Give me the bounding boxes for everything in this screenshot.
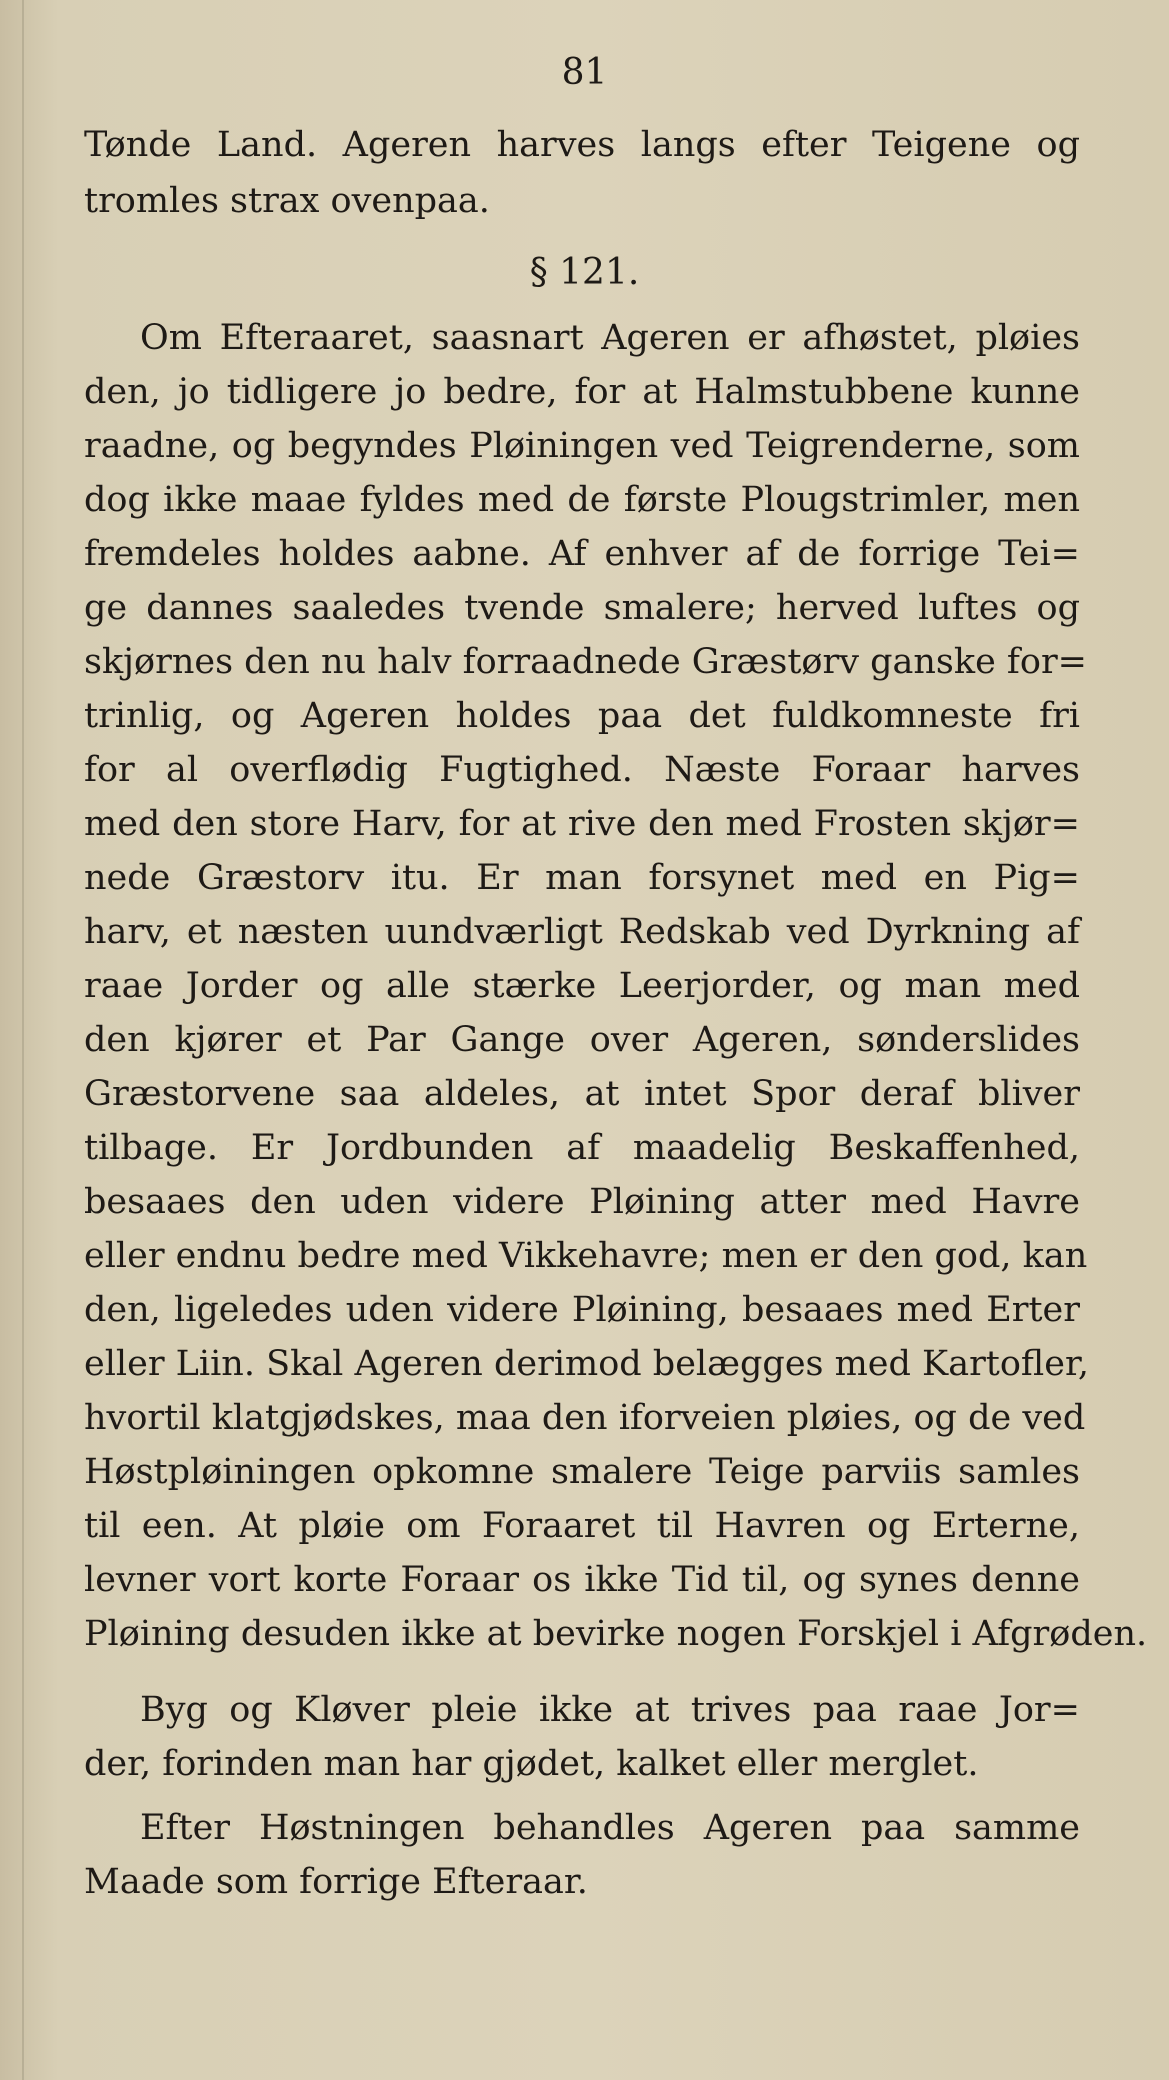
text-line: skjørnes den nu halv forraadnede Græstørv ganske for=	[84, 642, 1088, 682]
text-line: Efter Høstningen behandles Ageren paa samme	[140, 1808, 1080, 1848]
text-line: ge dannes saaledes tvende smalere; herved luftes og	[84, 588, 1080, 628]
text-line: Tønde Land. Ageren harves langs efter Teigene og	[84, 125, 1080, 165]
text-line: raae Jorder og alle stærke Leerjorder, og man med	[84, 966, 1080, 1006]
text-line: levner vort korte Foraar os ikke Tid til, og synes denne	[84, 1560, 1080, 1600]
text-line: for al overflødig Fugtighed. Næste Foraar harves	[84, 750, 1080, 790]
text-line: tromles strax ovenpaa.	[84, 181, 490, 221]
page-gutter	[22, 0, 24, 2080]
text-line: raadne, og begyndes Pløiningen ved Teigrenderne, som	[84, 426, 1080, 466]
text-line: tilbage. Er Jordbunden af maadelig Beskaffenhed,	[84, 1128, 1080, 1168]
text-line: Græstorvene saa aldeles, at intet Spor deraf bliver	[84, 1074, 1080, 1114]
text-line: den, ligeledes uden videre Pløining, besaaes med Erter	[84, 1290, 1080, 1330]
text-line: der, forinden man har gjødet, kalket eller merglet.	[84, 1744, 979, 1784]
text-line: den kjører et Par Gange over Ageren, sønderslides	[84, 1020, 1080, 1060]
text-line: hvortil klatgjødskes, maa den iforveien pløies, og de ved	[84, 1398, 1086, 1438]
text-line: Byg og Kløver pleie ikke at trives paa raae Jor=	[140, 1690, 1080, 1730]
text-line: Høstpløiningen opkomne smalere Teige parviis samles	[84, 1452, 1080, 1492]
text-line: eller endnu bedre med Vikkehavre; men er den god, kan	[84, 1236, 1088, 1276]
text-line: trinlig, og Ageren holdes paa det fuldkomneste fri	[84, 696, 1080, 736]
text-line: Maade som forrige Efteraar.	[84, 1862, 588, 1902]
section-heading: § 121.	[529, 252, 640, 293]
text-line: fremdeles holdes aabne. Af enhver af de forrige Tei=	[84, 534, 1080, 574]
text-line: den, jo tidligere jo bedre, for at Halmstubbene kunne	[84, 372, 1080, 412]
text-line: dog ikke maae fyldes med de første Plougstrimler, men	[84, 480, 1080, 520]
text-line: nede Græstorv itu. Er man forsynet med en Pig=	[84, 858, 1080, 898]
text-line: Pløining desuden ikke at bevirke nogen Forskjel i Afgrøden.	[84, 1614, 1148, 1654]
text-line: til een. At pløie om Foraaret til Havren og Erterne,	[84, 1506, 1080, 1546]
text-line: med den store Harv, for at rive den med Frosten skjør=	[84, 804, 1080, 844]
text-line: harv, et næsten uundværligt Redskab ved Dyrkning af	[84, 912, 1080, 952]
page-number: 81	[561, 52, 608, 93]
text-line: eller Liin. Skal Ageren derimod belægges med Kartofler,	[84, 1344, 1090, 1384]
text-line: besaaes den uden videre Pløining atter med Havre	[84, 1182, 1080, 1222]
text-line: Om Efteraaret, saasnart Ageren er afhøstet, pløies	[140, 318, 1080, 358]
